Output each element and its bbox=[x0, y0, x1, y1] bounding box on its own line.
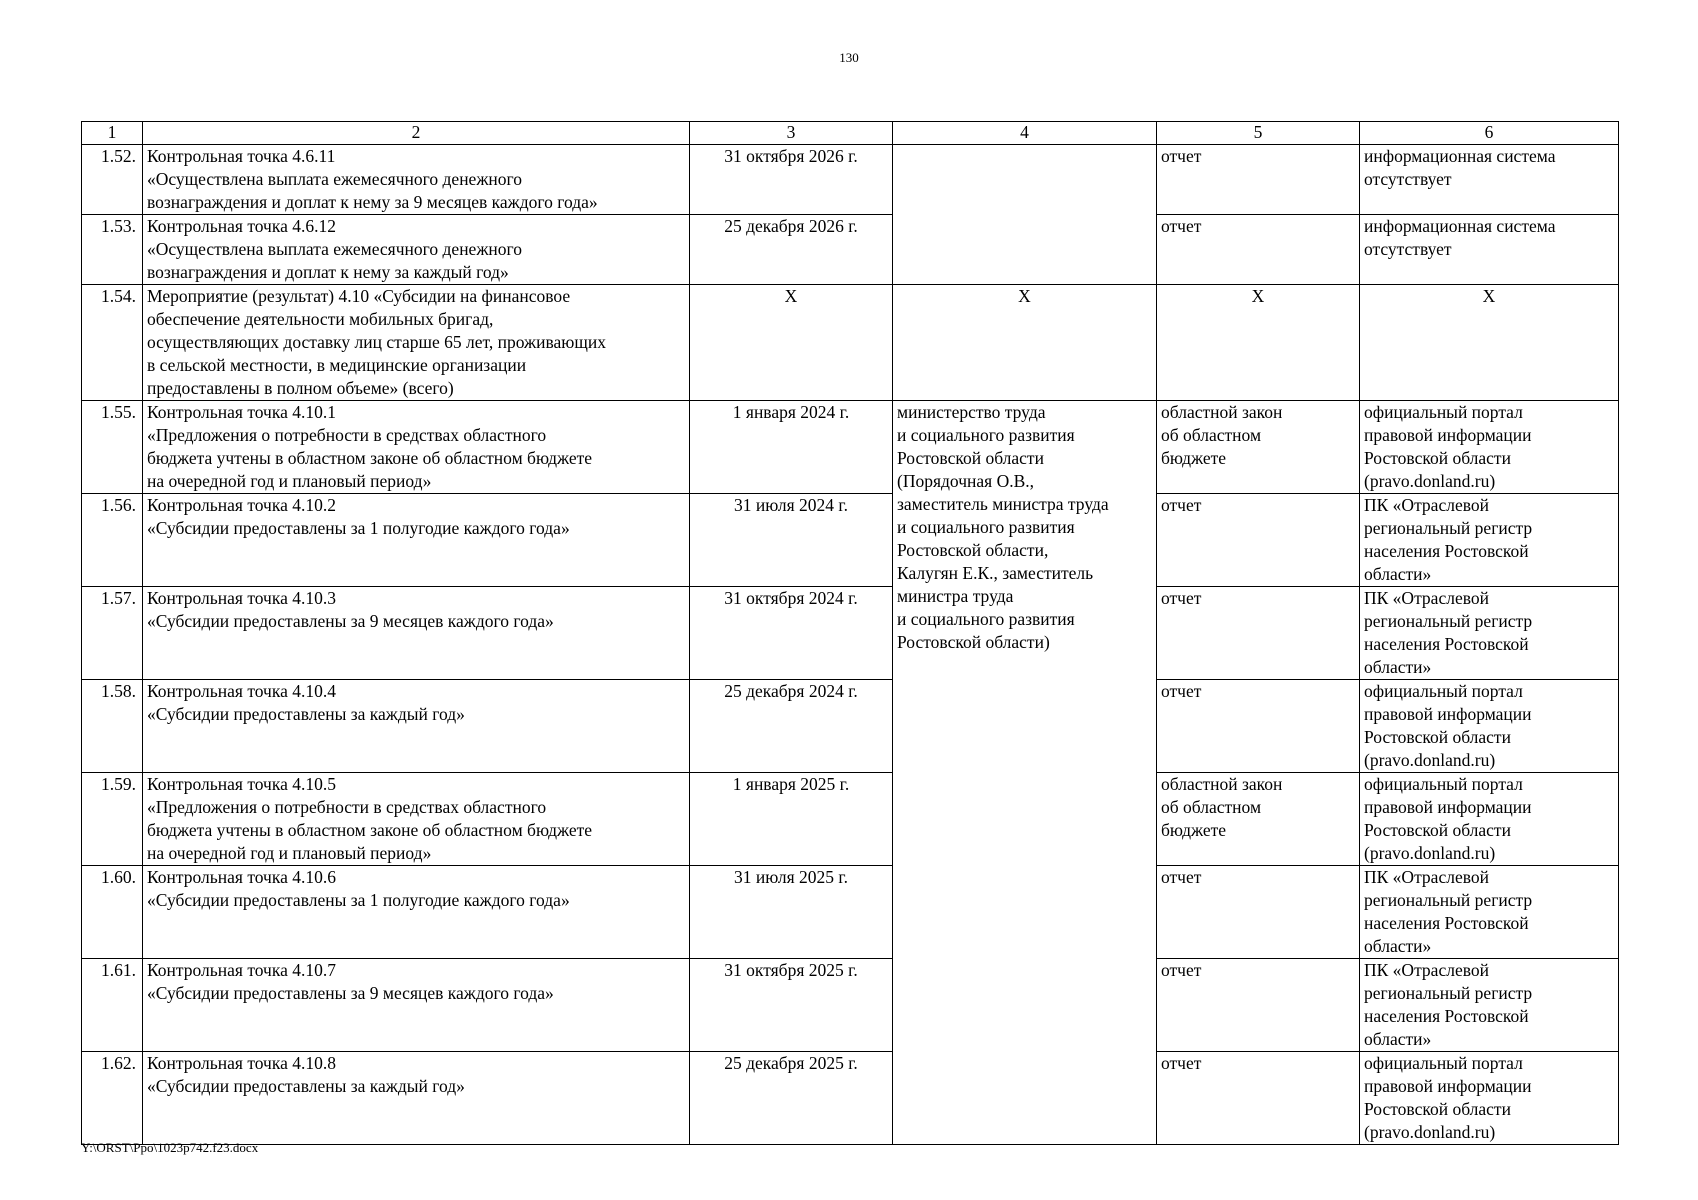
row-doc-x: Х bbox=[1157, 285, 1360, 401]
table-row bbox=[82, 145, 1619, 215]
row-name bbox=[143, 215, 690, 285]
file-path-footer: Y:\ORST\Ppo\1023p742.f23.docx bbox=[81, 1140, 259, 1155]
cell-line: информационная система bbox=[1364, 146, 1556, 166]
cell-line: на очередной год и плановый период» bbox=[147, 843, 432, 863]
row-number: 1.58. bbox=[82, 680, 143, 773]
table-row bbox=[82, 680, 1619, 773]
cell-line: отчет bbox=[1161, 216, 1202, 236]
cell-line: области» bbox=[1364, 564, 1432, 584]
table-row bbox=[82, 215, 1619, 285]
cell-line: правовой информации bbox=[1364, 1076, 1532, 1096]
cell-line: (pravo.donland.ru) bbox=[1364, 843, 1496, 863]
cell-line: Калугян Е.К., заместитель bbox=[897, 563, 1094, 583]
row-name bbox=[143, 959, 690, 1052]
cell-line: (pravo.donland.ru) bbox=[1364, 750, 1496, 770]
cell-line: Контрольная точка 4.10.3 bbox=[147, 588, 336, 608]
row-info-system bbox=[1360, 494, 1619, 587]
cell-line: «Субсидии предоставлены за каждый год» bbox=[147, 704, 465, 724]
cell-line: (Порядочная О.В., bbox=[897, 471, 1035, 491]
cell-line: «Осуществлена выплата ежемесячного денежного bbox=[147, 169, 523, 189]
row-document bbox=[1157, 773, 1360, 866]
cell-line: отчет bbox=[1161, 681, 1202, 701]
row-number: 1.54. bbox=[82, 285, 143, 401]
row-name bbox=[143, 401, 690, 494]
row-date: 31 июля 2024 г. bbox=[690, 494, 893, 587]
cell-line: Контрольная точка 4.10.7 bbox=[147, 960, 336, 980]
cell-line: региональный регистр bbox=[1364, 518, 1533, 538]
cell-line: Ростовской области) bbox=[897, 632, 1050, 652]
cell-line: бюджете bbox=[1161, 448, 1227, 468]
cell-line: (pravo.donland.ru) bbox=[1364, 471, 1496, 491]
row-document bbox=[1157, 401, 1360, 494]
row-number: 1.53. bbox=[82, 215, 143, 285]
cell-line: ПК «Отраслевой bbox=[1364, 960, 1489, 980]
row-date: 31 октября 2026 г. bbox=[690, 145, 893, 215]
row-name bbox=[143, 680, 690, 773]
cell-line: и социального развития bbox=[897, 517, 1075, 537]
cell-line: «Субсидии предоставлены за каждый год» bbox=[147, 1076, 465, 1096]
plan-table bbox=[81, 121, 1619, 1145]
row-date: 31 октября 2025 г. bbox=[690, 959, 893, 1052]
table-row bbox=[82, 285, 1619, 401]
table-row bbox=[82, 959, 1619, 1052]
row-name bbox=[143, 866, 690, 959]
header-cell: 3 bbox=[690, 122, 893, 145]
cell-line: Контрольная точка 4.6.12 bbox=[147, 216, 336, 236]
row-name bbox=[143, 773, 690, 866]
cell-line: министерство труда bbox=[897, 402, 1046, 422]
header-cell: 5 bbox=[1157, 122, 1360, 145]
cell-line: обеспечение деятельности мобильных бригад, bbox=[147, 309, 494, 329]
row-name bbox=[143, 1052, 690, 1145]
row-document bbox=[1157, 866, 1360, 959]
table-row bbox=[82, 401, 1619, 494]
cell-line: Ростовской области bbox=[1364, 727, 1511, 747]
cell-line: «Субсидии предоставлены за 9 месяцев каждого года» bbox=[147, 611, 554, 631]
cell-line: правовой информации bbox=[1364, 704, 1532, 724]
cell-line: Контрольная точка 4.10.2 bbox=[147, 495, 336, 515]
cell-line: «Предложения о потребности в средствах областного bbox=[147, 425, 547, 445]
cell-line: отчет bbox=[1161, 867, 1202, 887]
cell-line: на очередной год и плановый период» bbox=[147, 471, 432, 491]
cell-line: Контрольная точка 4.10.5 bbox=[147, 774, 336, 794]
row-date: Х bbox=[690, 285, 893, 401]
cell-line: областной закон bbox=[1161, 774, 1283, 794]
cell-line: Мероприятие (результат) 4.10 «Субсидии на финансовое bbox=[147, 286, 571, 306]
cell-line: Ростовской области, bbox=[897, 540, 1049, 560]
row-info-system bbox=[1360, 680, 1619, 773]
row-document bbox=[1157, 145, 1360, 215]
row-info-system bbox=[1360, 145, 1619, 215]
cell-line: и социального развития bbox=[897, 425, 1075, 445]
cell-line: ПК «Отраслевой bbox=[1364, 867, 1489, 887]
cell-line: официальный портал bbox=[1364, 1053, 1523, 1073]
row-date: 25 декабря 2025 г. bbox=[690, 1052, 893, 1145]
cell-line: и социального развития bbox=[897, 609, 1075, 629]
row-name bbox=[143, 145, 690, 215]
cell-line: населения Ростовской bbox=[1364, 634, 1529, 654]
row-number: 1.57. bbox=[82, 587, 143, 680]
row-date: 31 октября 2024 г. bbox=[690, 587, 893, 680]
row-info-system bbox=[1360, 866, 1619, 959]
cell-line: информационная система bbox=[1364, 216, 1556, 236]
row-date: 31 июля 2025 г. bbox=[690, 866, 893, 959]
table-row bbox=[82, 587, 1619, 680]
cell-line: официальный портал bbox=[1364, 402, 1523, 422]
row-name bbox=[143, 285, 690, 401]
row-document bbox=[1157, 215, 1360, 285]
row-number: 1.60. bbox=[82, 866, 143, 959]
row-number: 1.55. bbox=[82, 401, 143, 494]
page-number: 130 bbox=[839, 50, 859, 65]
header-cell: 6 bbox=[1360, 122, 1619, 145]
cell-line: в сельской местности, в медицинские организации bbox=[147, 355, 527, 375]
row-info-system bbox=[1360, 401, 1619, 494]
cell-line: отчет bbox=[1161, 146, 1202, 166]
cell-line: населения Ростовской bbox=[1364, 541, 1529, 561]
responsible-cell-group-b bbox=[893, 401, 1157, 1145]
cell-line: бюджете bbox=[1161, 820, 1227, 840]
cell-line: бюджета учтены в областном законе об областном бюджете bbox=[147, 448, 593, 468]
row-info-system bbox=[1360, 959, 1619, 1052]
cell-line: отсутствует bbox=[1364, 169, 1452, 189]
cell-line: региональный регистр bbox=[1364, 611, 1533, 631]
cell-line: предоставлены в полном объеме» (всего) bbox=[147, 378, 454, 398]
cell-line: Контрольная точка 4.10.6 bbox=[147, 867, 336, 887]
row-date: 25 декабря 2026 г. bbox=[690, 215, 893, 285]
row-number: 1.62. bbox=[82, 1052, 143, 1145]
row-date: 1 января 2025 г. bbox=[690, 773, 893, 866]
cell-line: Ростовской области bbox=[897, 448, 1044, 468]
cell-line: бюджета учтены в областном законе об областном бюджете bbox=[147, 820, 593, 840]
table-row bbox=[82, 866, 1619, 959]
row-date: 25 декабря 2024 г. bbox=[690, 680, 893, 773]
cell-line: Ростовской области bbox=[1364, 1099, 1511, 1119]
cell-line: области» bbox=[1364, 657, 1432, 677]
cell-line: (pravo.donland.ru) bbox=[1364, 1122, 1496, 1142]
cell-line: Контрольная точка 4.10.4 bbox=[147, 681, 336, 701]
row-document bbox=[1157, 680, 1360, 773]
cell-line: областной закон bbox=[1161, 402, 1283, 422]
header-cell: 4 bbox=[893, 122, 1157, 145]
row-number: 1.59. bbox=[82, 773, 143, 866]
header-cell: 2 bbox=[143, 122, 690, 145]
row-document bbox=[1157, 494, 1360, 587]
cell-line: отчет bbox=[1161, 588, 1202, 608]
row-number: 1.61. bbox=[82, 959, 143, 1052]
cell-line: Контрольная точка 4.6.11 bbox=[147, 146, 336, 166]
cell-line: об областном bbox=[1161, 425, 1262, 445]
cell-line: официальный портал bbox=[1364, 681, 1523, 701]
cell-line: «Субсидии предоставлены за 9 месяцев каждого года» bbox=[147, 983, 554, 1003]
row-document bbox=[1157, 1052, 1360, 1145]
cell-line: Контрольная точка 4.10.1 bbox=[147, 402, 336, 422]
cell-line: отчет bbox=[1161, 1053, 1202, 1073]
row-info-system bbox=[1360, 587, 1619, 680]
cell-line: «Субсидии предоставлены за 1 полугодие каждого года» bbox=[147, 890, 570, 910]
row-info-system bbox=[1360, 215, 1619, 285]
cell-line: «Предложения о потребности в средствах областного bbox=[147, 797, 547, 817]
cell-line: отсутствует bbox=[1364, 239, 1452, 259]
row-number: 1.56. bbox=[82, 494, 143, 587]
cell-line: «Субсидии предоставлены за 1 полугодие каждого года» bbox=[147, 518, 570, 538]
cell-line: министра труда bbox=[897, 586, 1014, 606]
cell-line: официальный портал bbox=[1364, 774, 1523, 794]
header-cell: 1 bbox=[82, 122, 143, 145]
table-row bbox=[82, 773, 1619, 866]
cell-line: региональный регистр bbox=[1364, 983, 1533, 1003]
header-row bbox=[82, 122, 1619, 145]
cell-line: «Осуществлена выплата ежемесячного денежного bbox=[147, 239, 523, 259]
cell-line: населения Ростовской bbox=[1364, 913, 1529, 933]
row-number: 1.52. bbox=[82, 145, 143, 215]
cell-line: осуществляющих доставку лиц старше 65 лет, проживающих bbox=[147, 332, 606, 352]
row-info-system bbox=[1360, 1052, 1619, 1145]
row-name bbox=[143, 587, 690, 680]
cell-line: области» bbox=[1364, 1029, 1432, 1049]
row-document bbox=[1157, 587, 1360, 680]
row-info-system bbox=[1360, 773, 1619, 866]
cell-line: отчет bbox=[1161, 495, 1202, 515]
row-date: 1 января 2024 г. bbox=[690, 401, 893, 494]
cell-line: населения Ростовской bbox=[1364, 1006, 1529, 1026]
cell-line: региональный регистр bbox=[1364, 890, 1533, 910]
cell-line: области» bbox=[1364, 936, 1432, 956]
row-responsible-x: Х bbox=[893, 285, 1157, 401]
cell-line: правовой информации bbox=[1364, 425, 1532, 445]
row-document bbox=[1157, 959, 1360, 1052]
cell-line: отчет bbox=[1161, 960, 1202, 980]
row-system-x: Х bbox=[1360, 285, 1619, 401]
cell-line: ПК «Отраслевой bbox=[1364, 588, 1489, 608]
cell-line: правовой информации bbox=[1364, 797, 1532, 817]
cell-line: об областном bbox=[1161, 797, 1262, 817]
table-row bbox=[82, 494, 1619, 587]
cell-line: Контрольная точка 4.10.8 bbox=[147, 1053, 336, 1073]
cell-line: Ростовской области bbox=[1364, 448, 1511, 468]
row-name bbox=[143, 494, 690, 587]
cell-line: вознаграждения и доплат к нему за каждый год» bbox=[147, 262, 509, 282]
cell-line: заместитель министра труда bbox=[897, 494, 1109, 514]
cell-line: ПК «Отраслевой bbox=[1364, 495, 1489, 515]
responsible-cell-group-a bbox=[893, 145, 1157, 285]
cell-line: Ростовской области bbox=[1364, 820, 1511, 840]
cell-line: вознаграждения и доплат к нему за 9 месяцев каждого года» bbox=[147, 192, 598, 212]
table-row bbox=[82, 1052, 1619, 1145]
